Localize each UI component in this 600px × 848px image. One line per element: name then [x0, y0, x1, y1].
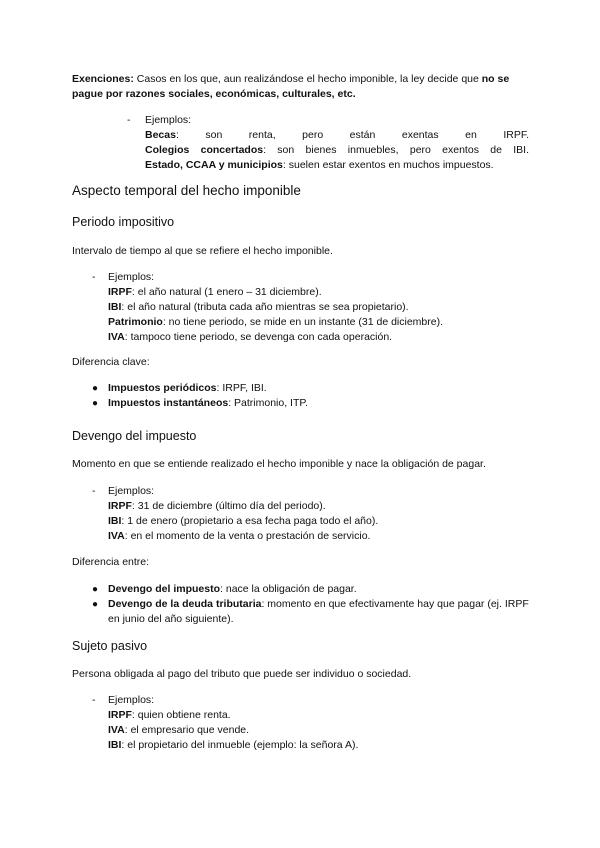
- bullet-dot: ●: [92, 398, 99, 409]
- item-term: Estado, CCAA y municipios: [145, 159, 283, 171]
- list-item: [108, 708, 532, 723]
- item-term: IVA: [108, 530, 125, 542]
- bullet-item: [92, 597, 532, 627]
- list-dash: -: [92, 271, 96, 283]
- list-item: [108, 723, 532, 738]
- item-text: : el empresario que vende.: [124, 724, 250, 736]
- list-item-estado: [145, 158, 529, 173]
- devengo-definition: Momento en que se entiende realizado el hecho imponible y nace la obligación de pagar.: [72, 458, 486, 470]
- item-text: : no tiene periodo, se mide en un instante (31 de diciembre).: [162, 316, 444, 328]
- bullet-dot: ●: [92, 584, 99, 595]
- item-term: IVA: [108, 724, 125, 736]
- item-term: IRPF: [108, 500, 132, 512]
- list-item: [108, 738, 532, 753]
- list-dash: -: [92, 485, 96, 497]
- item-term: Colegios concertados: [145, 144, 264, 156]
- ejemplos-title: Ejemplos:: [108, 271, 155, 283]
- exenciones-text: Casos en los que, aun realizándose el hecho imponible, la ley decide que: [133, 73, 482, 85]
- item-term: IRPF: [108, 286, 132, 298]
- item-text: : el año natural (tributa cada año mientras se sea propietario).: [121, 301, 409, 313]
- list-item: [108, 285, 532, 300]
- list-item: [108, 514, 532, 529]
- bullet-dot: ●: [92, 599, 99, 610]
- diferencia-clave-list: [92, 381, 532, 411]
- item-text: : quien obtiene renta.: [131, 709, 231, 721]
- exenciones-label: Exenciones:: [72, 73, 134, 85]
- item-term: Becas: [145, 129, 176, 141]
- item-text: : suelen estar exentos en muchos impuestos.: [282, 159, 494, 171]
- ejemplos-title: Ejemplos:: [108, 694, 155, 706]
- item-text: : 31 de diciembre (último día del periodo).: [131, 500, 326, 512]
- item-term: Devengo de la deuda tributaria: [108, 598, 262, 610]
- item-text: : el año natural (1 enero – 31 diciembre).: [131, 286, 322, 298]
- ejemplos-title: Ejemplos:: [145, 114, 192, 126]
- item-term: Patrimonio: [108, 316, 163, 328]
- item-term: IBI: [108, 301, 122, 313]
- list-item: [108, 300, 532, 315]
- item-text: : nace la obligación de pagar.: [220, 583, 357, 595]
- item-text: : el propietario del inmueble (ejemplo: la señora A).: [121, 739, 359, 751]
- list-item-becas: [145, 128, 529, 143]
- exenciones-paragraph: [72, 72, 528, 102]
- list-dash: -: [127, 114, 131, 126]
- item-term: Impuestos periódicos: [108, 382, 217, 394]
- bullet-dot: ●: [92, 383, 99, 394]
- item-text: : momento en que efectivamente hay que pagar (ej. IRPF en junio del año siguiente).: [108, 598, 529, 625]
- item-term: IBI: [108, 515, 122, 527]
- diferencia-entre-list: [92, 582, 532, 627]
- diferencia-entre-label: Diferencia entre:: [72, 556, 150, 568]
- list-dash: -: [92, 694, 96, 706]
- list-item: [108, 330, 532, 345]
- item-text: : en el momento de la venta o prestación de servicio.: [124, 530, 371, 542]
- exenciones-ejemplos-list: [127, 113, 529, 173]
- list-item: [108, 315, 532, 330]
- list-item: [108, 499, 532, 514]
- item-text: : son renta, pero están exentas en IRPF.: [175, 129, 529, 141]
- heading-devengo: Devengo del impuesto: [72, 429, 197, 443]
- item-text: : Patrimonio, ITP.: [228, 397, 308, 409]
- bullet-item: [92, 582, 532, 597]
- sujeto-ejemplos-list: [92, 693, 532, 753]
- bullet-item: [92, 381, 532, 396]
- periodo-definition: Intervalo de tiempo al que se refiere el hecho imponible.: [72, 245, 333, 257]
- item-term: Impuestos instantáneos: [108, 397, 229, 409]
- item-text: : tampoco tiene periodo, se devenga con cada operación.: [124, 331, 393, 343]
- ejemplos-title: Ejemplos:: [108, 485, 155, 497]
- item-text: : 1 de enero (propietario a esa fecha paga todo el año).: [121, 515, 379, 527]
- periodo-ejemplos-list: [92, 270, 532, 345]
- bullet-item: [92, 396, 532, 411]
- list-item-colegios: [145, 143, 529, 158]
- devengo-ejemplos-list: [92, 484, 532, 544]
- heading-sujeto-pasivo: Sujeto pasivo: [72, 639, 148, 653]
- item-text: : IRPF, IBI.: [216, 382, 267, 394]
- exenciones-bold-end: no se pague por razones sociales, económicas, culturales, etc.: [72, 73, 510, 100]
- heading-periodo-impositivo: Periodo impositivo: [72, 215, 175, 229]
- item-term: IVA: [108, 331, 125, 343]
- item-text: : son bienes inmuebles, pero exentos de IBI.: [263, 144, 529, 156]
- item-term: Devengo del impuesto: [108, 583, 221, 595]
- diferencia-clave-label: Diferencia clave:: [72, 356, 150, 368]
- sujeto-definition: Persona obligada al pago del tributo que puede ser individuo o sociedad.: [72, 668, 412, 680]
- heading-aspecto-temporal: Aspecto temporal del hecho imponible: [72, 183, 301, 198]
- item-term: IBI: [108, 739, 122, 751]
- item-term: IRPF: [108, 709, 132, 721]
- list-item: [108, 529, 532, 544]
